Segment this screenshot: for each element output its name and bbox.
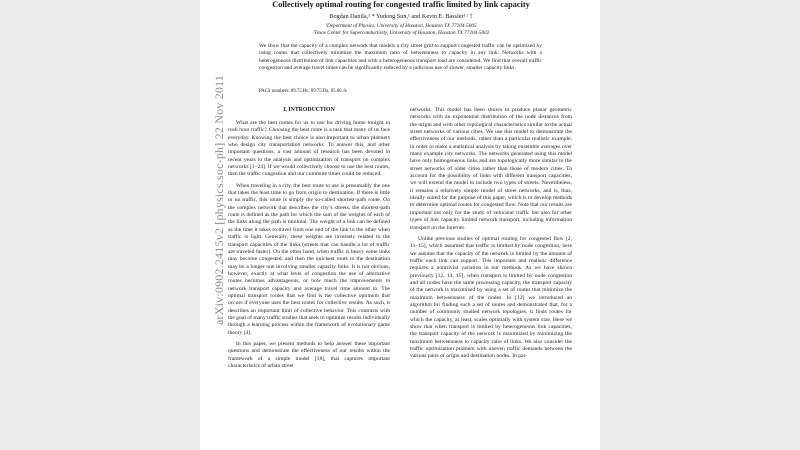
pacs-numbers: PACS numbers: 89.75.Hc, 89.75.Da, 05.60.-k — [259, 89, 347, 94]
affiliation-2: ²Texas Center for Superconductivity, University of Houston, Houston TX 77204-5002 — [312, 30, 490, 36]
left-column — [228, 107, 390, 374]
paragraph: When traveling in a city, the best route to use is presumably the one that takes the least time to go from origin to destination. If there is little or no traffic, this route is simply the so-called shortest-path route. On the complex network that describes the city’s streets, the shortest-path route is defined as the path for which the sum of the weights of each of the links along the path is minimal. The weight of a link can be defined as the time it takes to travel from one end of the link to the other when traffic is light. Generally, these weights are inversely related to the transport capacities of the links (streets that can handle a lot of traffic are traveled faster). On the other hand, when traffic is heavy some links may become congested, and then the quickest route to the destination may be a longer one involving smaller capacity links. It is not obvious, however, exactly at what level of congestion the use of alternative routes becomes advantageous, or how much the improvements in network transport capacity and average travel time amount to. The optimal transport routes that we find is the collective optimum that occurs if everyone uses the best routes for collective results. As such, it describes an important limit of collective behavior. This contrasts with the goal of many traffic studies that seek to optimize results individually through a learning process within the framework of evolutionary game theory [4]. — [228, 182, 390, 336]
abstract: We show that the capacity of a complex network that models a city street grid to support congested traffic can be optimized by using routes that collectively minimize the maximum ratio of betweenness to capacity in any link. Networks with a heterogeneous distribution of link capacities and with a heterogeneous transport load are considered. We find that overall traffic congestion and average travel times can be significantly reduced by a judicious use of slower, smaller capacity links. — [259, 43, 542, 71]
section-heading: I. INTRODUCTION — [283, 107, 335, 113]
paper-authors: Bogdan Danila,¹ * Yudong Sun,¹ and Kevin E. Bassler¹ ʲ † — [329, 13, 473, 20]
affiliation-1: ¹Department of Physics, University of Houston, Houston TX 77204-5005 — [325, 23, 477, 29]
arxiv-stamp: arXiv:0902.2415v2 [physics.soc-ph] 22 Nov 2011 — [212, 74, 226, 325]
right-column — [410, 107, 572, 365]
paper-page — [200, 0, 600, 450]
paragraph: What are the best routes for us to use for driving home tonight in rush hour traffic? Choosing the best route is a task that many of us face everyday. Knowing the best choice is also important to urban planners who design city transportation networks. To answer this, and other important questions, a vast amount of research has been devoted in recent years to the analysis and optimization of transport on complex networks [1–24]. If we would collectively choose to use the best routes, then the traffic congestion and our commute times could be reduced. — [228, 120, 390, 178]
paragraph: networks. This model has been shown to produce planar geometric networks with an exponential distribution of the node distances from the origin and with other topological characteristics similar to the actual street networks of various cities. We use this model to demonstrate the effectiveness of our methods, rather than a particular realistic example, in order to make a statistical analysis by taking ensemble averages over many example city networks. The networks generated using this model have only homogeneous links and are topologically more similar to the street networks of older cities rather than those of modern cities. To account for the possibility of links with different transport capacities, we will extend the model to include two types of streets. Nevertheless, it remains a relatively simple model of street networks, and is, thus, ideally suited for the purpose of this paper, which is to develop methods to determine optimal routes for congested flow. Note that our results are important not only for the study of vehicular traffic but also for other types of link capacity limited network transport, including information transport on the Internet. — [410, 107, 572, 231]
paragraph: Unlike previous studies of optimal routing for congested flow [2, 11–15], which assumed that traffic is limited by node congestion, here we assume that the capacity of the network is limited by the amount of traffic each link can support. This important and realistic difference requires a nontrivial variation in our methods. As we have shown previously [12, 14, 15], when transport is limited by node congestion and all nodes have the same processing capacity, the transport capacity of the network is maximized by using a set of routes that minimize the maximum betweenness of the nodes. In [12] we introduced an algorithm for finding such a set of routes and demonstrated that, for a number of commonly studied network topologies, it finds routes for which the capacity, at least, scales optimally with system size. Here we show that when transport is limited by heterogeneous link capacities, the transport capacity of the network is maximized by minimizing the maximum betweenness to capacity ratio of links. We also consider the traffic optimization problem with uneven traffic demands between the various pairs of origin and destination nodes. In par- — [410, 235, 572, 360]
paper-title: Collectively optimal routing for congested traffic limited by link capacity — [272, 0, 530, 9]
paragraph: In this paper, we present methods to help answer these important questions and demonstrate the effectiveness of our results within the framework of a simple model [18], that captures important characteristics of urban street — [228, 340, 390, 369]
